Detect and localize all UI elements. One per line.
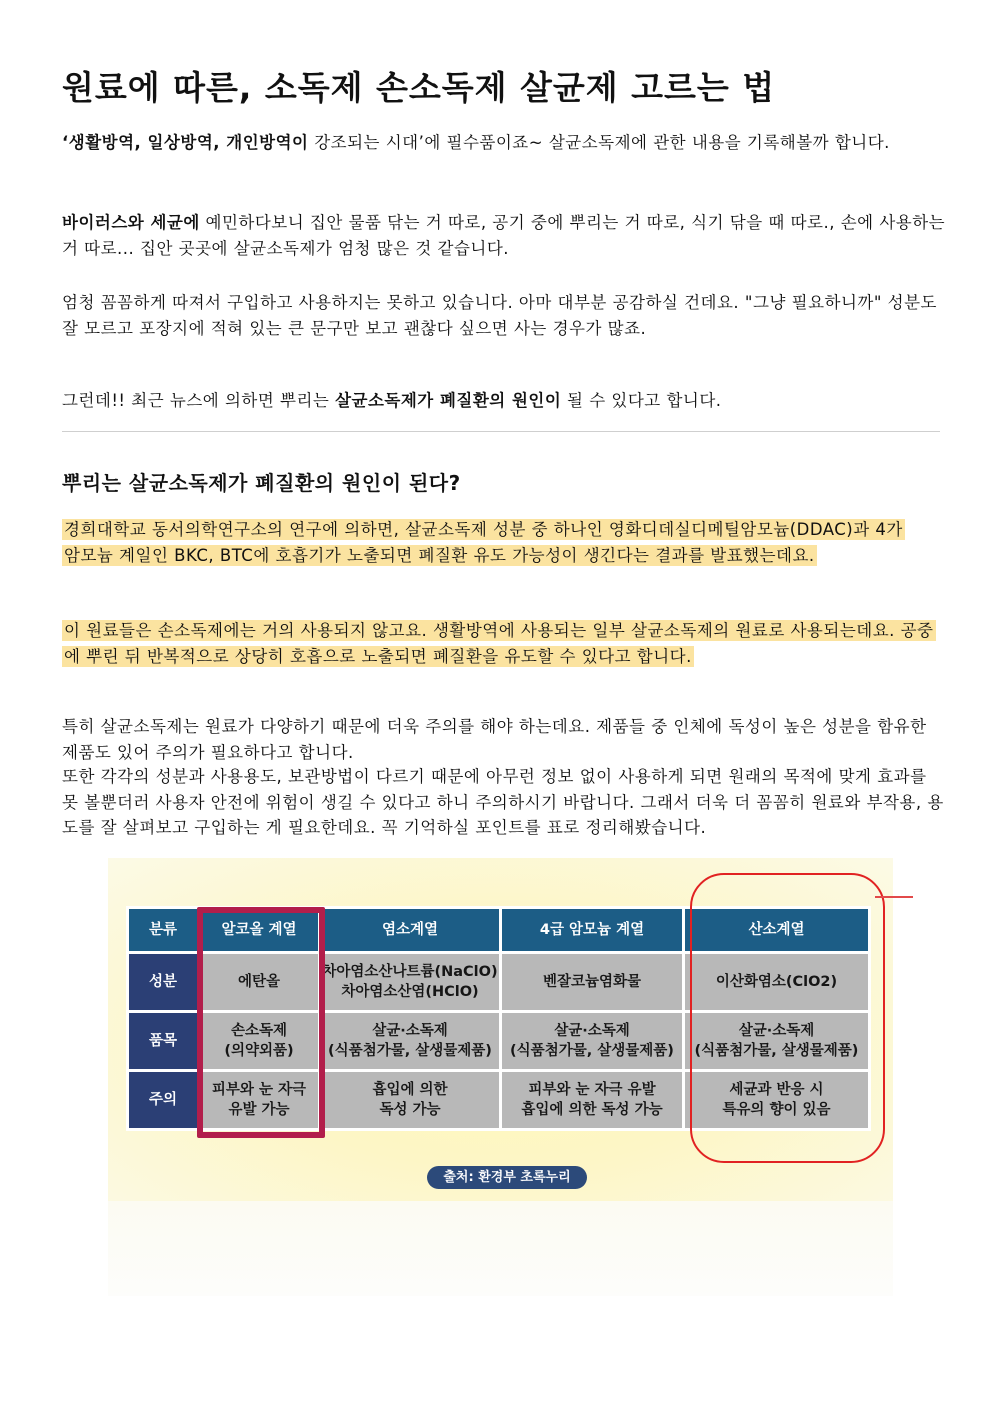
table-cell: 손소독제 (의약외품) bbox=[200, 1013, 318, 1069]
highlight-paragraph-2 bbox=[62, 618, 947, 669]
table-cell: 살균·소독제 (식품첨가물, 살생물제품) bbox=[321, 1013, 499, 1069]
table-cell: 에탄올 bbox=[200, 954, 318, 1010]
header-cell: 4급 암모늄 계열 bbox=[502, 909, 682, 951]
intro-text-2: 예민하다보니 집안 물품 닦는 거 따로, 공기 중에 뿌리는 거 따로, 식기 닦을 때 따로., 손에 사용하는 거 따로... 집안 곳곳에 살균소독제가 엄청 많은 것 같습니다. bbox=[62, 213, 946, 258]
annotation-line bbox=[875, 896, 913, 898]
intro-bold-1: ‘생활방역, 일상방역, 개인방역이 bbox=[62, 133, 309, 152]
table-cell: 흡입에 의한 독성 가능 bbox=[321, 1072, 499, 1128]
intro-paragraph-2 bbox=[62, 210, 947, 261]
highlight-paragraph-1 bbox=[62, 517, 912, 568]
highlight-text-2: 이 원료들은 손소독제에는 거의 사용되지 않고요. 생활방역에 사용되는 일부 살균소독제의 원료로 사용되는데요. 공중에 뿌린 뒤 반복적으로 상당히 호흡으로 노출되면 폐질환을 유도할 수 있다고 합니다. bbox=[64, 621, 934, 666]
table-cell: 이산화염소(ClO2) bbox=[685, 954, 868, 1010]
intro-text-4b: 될 수 있다고 합니다. bbox=[561, 391, 722, 410]
intro-paragraph-1 bbox=[62, 130, 947, 156]
divider bbox=[62, 431, 940, 432]
intro-text-1: 강조되는 시대’에 필수품이죠~ 살균소독제에 관한 내용을 기록해볼까 합니다. bbox=[308, 133, 890, 152]
intro-paragraph-4 bbox=[62, 388, 947, 414]
intro-text-4a: 그런데!! 최근 뉴스에 의하면 뿌리는 bbox=[62, 391, 336, 410]
row-header: 성분 bbox=[129, 954, 197, 1010]
table-cell: 벤잘코늄염화물 bbox=[502, 954, 682, 1010]
row-header: 주의 bbox=[129, 1072, 197, 1128]
table-cell: 차아염소산나트륨(NaClO) 차아염소산염(HClO) bbox=[321, 954, 499, 1010]
figure-bottom-fade bbox=[108, 1201, 893, 1296]
header-cell: 산소계열 bbox=[685, 909, 868, 951]
table-cell: 피부와 눈 자극 유발 가능 bbox=[200, 1072, 318, 1128]
header-cell: 알코올 계열 bbox=[200, 909, 318, 951]
header-cell: 분류 bbox=[129, 909, 197, 951]
table-cell: 살균·소독제 (식품첨가물, 살생물제품) bbox=[685, 1013, 868, 1069]
oxygen-column-highlight-oval bbox=[690, 873, 885, 1163]
alcohol-column-highlight-box bbox=[197, 907, 325, 1138]
header-cell: 염소계열 bbox=[321, 909, 499, 951]
page-title: 원료에 따른, 소독제 손소독제 살균제 고르는 법 bbox=[62, 68, 776, 107]
body-paragraph-1: 특히 살균소독제는 원료가 다양하기 때문에 더욱 주의를 해야 하는데요. 제품들 중 인체에 독성이 높은 성분을 함유한 제품도 있어 주의가 필요하다고 합니다. bbox=[62, 717, 927, 762]
table-cell: 살균·소독제 (식품첨가물, 살생물제품) bbox=[502, 1013, 682, 1069]
table-cell: 피부와 눈 자극 유발 흡입에 의한 독성 가능 bbox=[502, 1072, 682, 1128]
intro-paragraph-3: 엄청 꼼꼼하게 따져서 구입하고 사용하지는 못하고 있습니다. 아마 대부분 공감하실 건데요. "그냥 필요하니까" 성분도 잘 모르고 포장지에 적혀 있는 큰 문구만 보고 괜찮다 싶으면 사는 경우가 많죠. bbox=[62, 293, 937, 338]
source-badge: 출처: 환경부 초록누리 bbox=[427, 1166, 587, 1189]
table-cell: 세균과 반응 시 특유의 향이 있음 bbox=[685, 1072, 868, 1128]
section-heading: 뿌리는 살균소독제가 폐질환의 원인이 된다? bbox=[62, 471, 461, 495]
highlight-text-1: 경희대학교 동서의학연구소의 연구에 의하면, 살균소독제 성분 중 하나인 영화디데실디메틸암모늄(DDAC)과 4가 암모늄 계일인 BKC, BTC에 호흡기가 노출되면 폐질환 유도 가능성이 생긴다는 결과를 발표했는데요. bbox=[64, 520, 903, 565]
intro-bold-2: 바이러스와 세균에 bbox=[62, 213, 200, 232]
row-header: 품목 bbox=[129, 1013, 197, 1069]
body-paragraph-2: 또한 각각의 성분과 사용용도, 보관방법이 다르기 때문에 아무런 정보 없이 사용하게 되면 원래의 목적에 맞게 효과를 못 볼뿐더러 사용자 안전에 위험이 생길 수 있다고 하니 주의하시기 바랍니다. 그래서 더욱 더 꼼꼼히 원료와 부작용, 용도를 잘 살펴보고 구입하는 게 필요한데요. 꼭 기억하실 포인트를 표로 정리해봤습니다. bbox=[62, 767, 944, 837]
intro-bold-4: 살균소독제가 폐질환의 원인이 bbox=[335, 391, 562, 410]
